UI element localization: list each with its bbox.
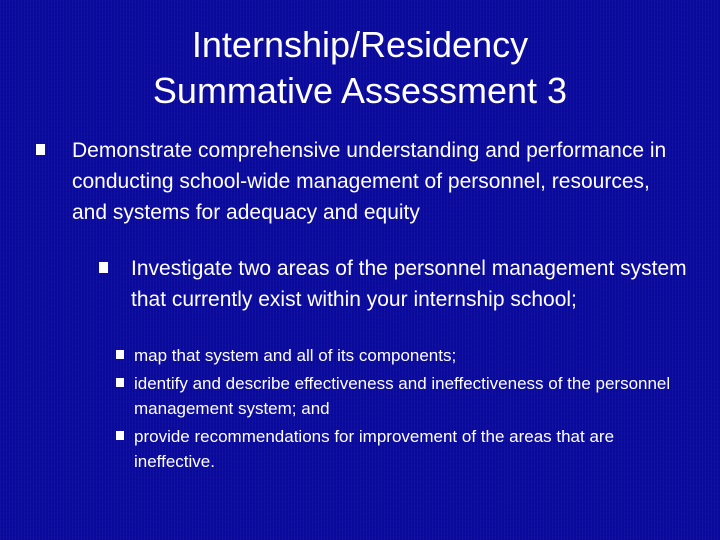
- bullet-level-3: [134, 424, 689, 474]
- bullet-text: Demonstrate comprehensive understanding and performance in conducting school-wide management of personnel, resources, and systems for adequacy and equity: [72, 139, 667, 224]
- square-bullet-icon: [116, 431, 124, 440]
- title-line-1: Internship/Residency: [191, 24, 529, 65]
- bullet-level-3: [134, 343, 689, 368]
- bullet-text: Investigate two areas of the personnel management system that currently exist within your internship school;: [131, 257, 687, 311]
- bullet-level-2: [131, 253, 691, 315]
- square-bullet-icon: [116, 378, 124, 387]
- bullet-text: identify and describe effectiveness and ineffectiveness of the personnel management system; and: [134, 374, 671, 418]
- slide-title: [0, 22, 720, 114]
- square-bullet-icon: [36, 144, 45, 155]
- bullet-text: provide recommendations for improvement of the areas that are ineffective.: [134, 427, 615, 471]
- bullet-level-1: [72, 135, 682, 228]
- bullet-text: map that system and all of its components;: [134, 346, 457, 365]
- bullet-level-3: [134, 371, 689, 421]
- square-bullet-icon: [99, 262, 108, 273]
- title-line-2: Summative Assessment 3: [152, 70, 568, 111]
- square-bullet-icon: [116, 350, 124, 359]
